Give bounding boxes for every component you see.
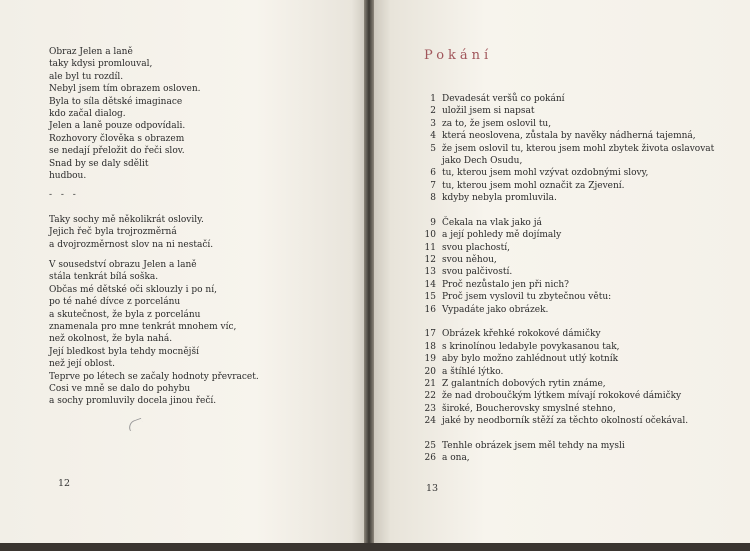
- line-text: a její pohledy mě dojímaly: [442, 230, 562, 241]
- line-number: 12: [424, 255, 436, 266]
- line-number: 3: [430, 118, 436, 129]
- line-text: tu, kterou jsem mohl označit za Zjevení.: [442, 180, 625, 191]
- line-text: Vypadáte jako obrázek.: [442, 304, 549, 315]
- line-text: uložil jsem si napsat: [442, 106, 535, 117]
- line-text: která neoslovena, zůstala by navěky nádherná tajemná,: [442, 131, 696, 142]
- bottom-edge: [0, 543, 750, 551]
- text-line: znamenala pro mne tenkrát mnohem víc,: [49, 321, 237, 332]
- line-number: 11: [424, 242, 436, 253]
- line-number: 9: [430, 217, 436, 228]
- section-separator: - - -: [49, 190, 79, 200]
- line-text: že jsem oslovil tu, kterou jsem mohl zbytek života oslavovat: [442, 143, 715, 154]
- line-number: 20: [424, 366, 436, 377]
- line-number: 26: [424, 453, 436, 464]
- poem-line: [418, 415, 714, 427]
- poem-line: [418, 105, 714, 117]
- stanza-gap: [418, 428, 714, 440]
- text-line: a dvojrozměrnost slov na ni nestačí.: [49, 239, 214, 250]
- line-number: 6: [430, 168, 436, 179]
- text-line: než její oblost.: [49, 359, 115, 370]
- text-line: kdo začal dialog.: [49, 108, 126, 119]
- page-number-right: 13: [426, 483, 439, 494]
- line-number: 8: [430, 193, 436, 204]
- line-text: Z galantních dobových rytin známe,: [442, 378, 606, 389]
- poem-line: [418, 378, 714, 390]
- text-line: a sochy promluvily docela jinou řečí.: [49, 396, 217, 407]
- poem-line: [418, 341, 714, 353]
- line-text: Čekala na vlak jako já: [442, 217, 542, 228]
- poem-line: [418, 366, 714, 378]
- poem-line: [418, 279, 714, 291]
- line-text: s krinolínou ledabyle povykasanou tak,: [442, 341, 620, 352]
- line-number: 25: [424, 440, 436, 451]
- line-number: 21: [424, 378, 436, 389]
- text-line: Teprve po létech se začaly hodnoty převracet.: [49, 371, 259, 382]
- text-line: po té nahé dívce z porcelánu: [49, 297, 181, 308]
- line-number: 22: [424, 391, 436, 402]
- text-line: taky kdysi promlouval,: [49, 59, 153, 70]
- text-line: Občas mé dětské oči sklouzly i po ní,: [49, 284, 217, 295]
- page-number-left: 12: [58, 478, 71, 489]
- poem-line: [418, 328, 714, 340]
- left-block-3: [49, 259, 259, 408]
- text-line: Obraz Jelen a laně: [49, 47, 133, 57]
- line-number: 19: [424, 354, 436, 365]
- line-number: 2: [430, 106, 436, 117]
- poem-line: [418, 304, 714, 316]
- poem-line: [418, 130, 714, 142]
- poem-line: [418, 390, 714, 402]
- poem-line: [418, 118, 714, 130]
- poem-line: [418, 229, 714, 241]
- poem-line: [418, 254, 714, 266]
- line-text: svou plachostí,: [442, 242, 511, 253]
- poem-line: [418, 440, 714, 452]
- poem-line: [418, 180, 714, 192]
- text-line: ale byl tu rozdíl.: [49, 71, 124, 82]
- poem-line: [418, 143, 714, 155]
- line-number: 4: [430, 131, 436, 142]
- line-number: 13: [424, 267, 436, 278]
- text-line: Byla to síla dětské imaginace: [49, 96, 183, 107]
- text-line: stála tenkrát bílá soška.: [49, 272, 159, 283]
- line-text: Obrázek křehké rokokové dámičky: [442, 329, 601, 340]
- text-line: Její bledkost byla tehdy mocnější: [49, 346, 199, 357]
- line-text: Devadesát veršů co pokání: [442, 94, 565, 104]
- line-text: široké, Boucherovsky smyslné stehno,: [442, 403, 616, 414]
- text-line: hudbou.: [49, 170, 87, 181]
- poem-line: [418, 93, 714, 105]
- poem-line: [418, 291, 714, 303]
- line-number: 1: [430, 94, 436, 104]
- stanza-gap: [418, 205, 714, 217]
- poem-line: [418, 452, 714, 464]
- poem-line: [418, 242, 714, 254]
- poem-title: Pokání: [424, 48, 493, 63]
- poem-line: [418, 217, 714, 229]
- left-page: [0, 0, 366, 545]
- line-text: a ona,: [442, 453, 470, 464]
- poem-line: [418, 192, 714, 204]
- line-number: 16: [424, 304, 436, 315]
- line-number: 5: [430, 143, 436, 154]
- line-text: jako Dech Osudu,: [442, 155, 523, 166]
- text-line: Cosi ve mně se dalo do pohybu: [49, 383, 191, 394]
- text-line: Jejich řeč byla trojrozměrná: [49, 227, 177, 238]
- right-page: [372, 0, 750, 545]
- line-number: 17: [424, 329, 436, 340]
- line-text: svou něhou,: [442, 255, 497, 266]
- text-line: než okolnost, že byla nahá.: [49, 334, 173, 345]
- line-text: Tenhle obrázek jsem měl tehdy na mysli: [442, 440, 625, 451]
- line-text: za to, že jsem oslovil tu,: [442, 118, 552, 129]
- poem-line: [418, 266, 714, 278]
- text-line: Snad by se daly sdělit: [49, 158, 149, 169]
- line-text: že nad droboučkým lýtkem mívají rokokové dámičky: [442, 391, 682, 402]
- text-line: Jelen a laně pouze odpovídali.: [49, 121, 186, 132]
- line-number: 10: [424, 230, 436, 241]
- line-text: a štíhlé lýtko.: [442, 366, 504, 377]
- left-block-2: [49, 214, 213, 251]
- text-line: Rozhovory člověka s obrazem: [49, 133, 185, 144]
- poem-line: [418, 167, 714, 179]
- text-line: Nebyl jsem tím obrazem osloven.: [49, 84, 201, 95]
- text-line: V sousedství obrazu Jelen a laně: [49, 260, 197, 270]
- line-text: Proč jsem vyslovil tu zbytečnou větu:: [442, 292, 612, 303]
- line-number: 14: [424, 279, 436, 290]
- pencil-mark: [127, 418, 144, 432]
- line-text: tu, kterou jsem mohl vzývat ozdobnými slovy,: [442, 168, 649, 179]
- text-line: se nedají přeložit do řeči slov.: [49, 146, 185, 157]
- line-text: jaké by neodborník stěží za těchto okolností očekával.: [442, 416, 689, 427]
- stanza-gap: [418, 316, 714, 328]
- line-number: 7: [430, 180, 436, 191]
- poem-body: [418, 93, 714, 465]
- poem-line: [418, 353, 714, 365]
- line-number: 15: [424, 292, 436, 303]
- line-number: 23: [424, 403, 436, 414]
- text-line: Taky sochy mě několikrát oslovily.: [49, 215, 204, 225]
- poem-line: [418, 155, 714, 167]
- line-number: 18: [424, 341, 436, 352]
- line-number: 24: [424, 416, 436, 427]
- text-line: a skutečnost, že byla z porcelánu: [49, 309, 201, 320]
- line-text: Proč nezůstalo jen při nich?: [442, 279, 570, 290]
- left-block-1: [49, 46, 201, 182]
- line-text: aby bylo možno zahlédnout utlý kotník: [442, 354, 619, 365]
- poem-line: [418, 403, 714, 415]
- book-gutter: [364, 0, 374, 551]
- line-text: svou palčivostí.: [442, 267, 513, 278]
- line-text: kdyby nebyla promluvila.: [442, 193, 557, 204]
